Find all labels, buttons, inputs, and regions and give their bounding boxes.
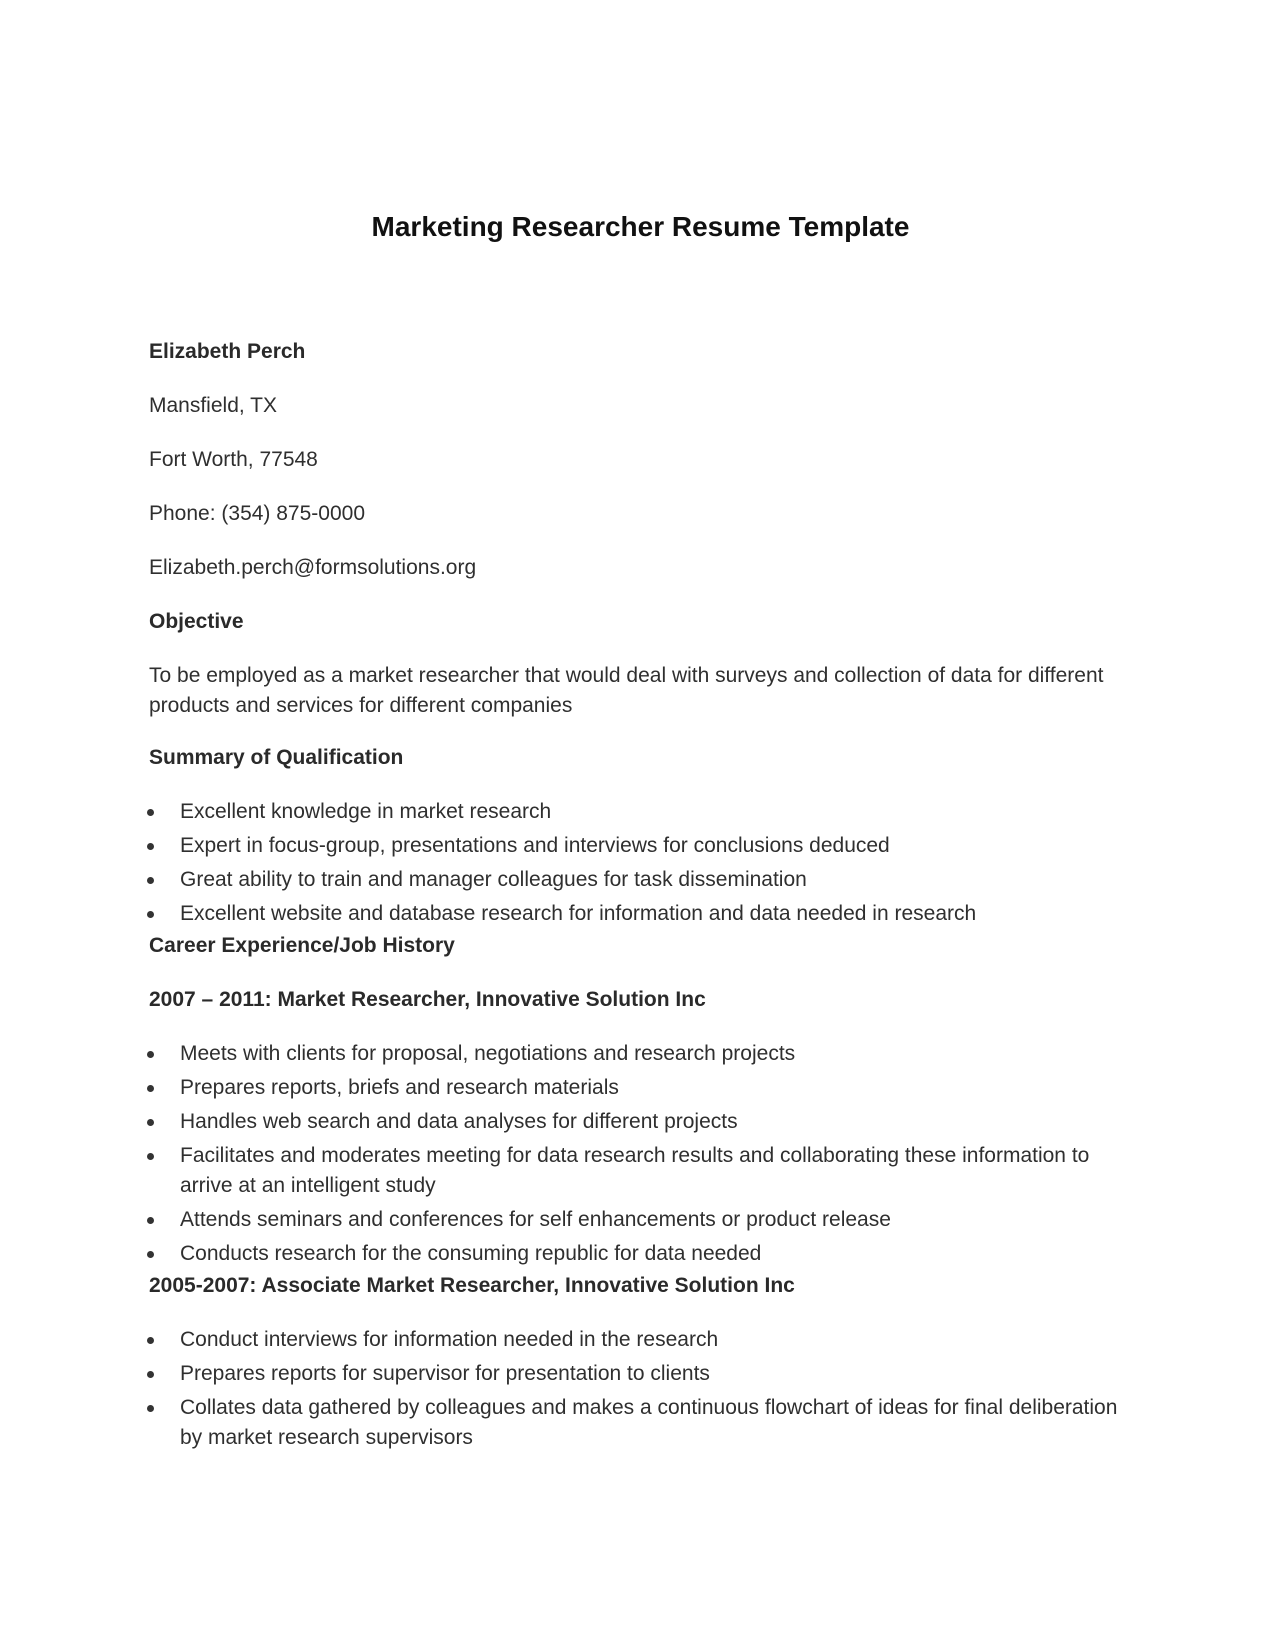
- objective-text: To be employed as a market researcher that would deal with surveys and collection of data for different products and services for different companies: [149, 664, 1104, 717]
- list-item-text: Excellent website and database research for information and data needed in research: [180, 902, 977, 925]
- bullet-icon: [147, 1405, 154, 1412]
- job-title: 2005-2007: Associate Market Researcher, Innovative Solution Inc: [149, 1274, 795, 1297]
- list-item-text: Prepares reports for supervisor for presentation to clients: [180, 1362, 710, 1385]
- list-item-text: Conduct interviews for information needed in the research: [180, 1328, 719, 1351]
- list-item: [149, 797, 1129, 827]
- bullet-icon: [147, 1085, 154, 1092]
- bullet-icon: [147, 1371, 154, 1378]
- email-address: Elizabeth.perch@formsolutions.org: [149, 556, 477, 579]
- list-item-text: Collates data gathered by colleagues and makes a continuous flowchart of ideas for final deliberation by market research supervisors: [180, 1396, 1118, 1449]
- bullet-icon: [147, 1251, 154, 1258]
- bullet-icon: [147, 1119, 154, 1126]
- qualifications-list: [149, 797, 1129, 929]
- document-title: Marketing Researcher Resume Template: [371, 211, 910, 242]
- objective-heading: Objective: [149, 610, 244, 633]
- bullet-icon: [147, 1051, 154, 1058]
- job-duties-list: [149, 1325, 1129, 1453]
- bullet-icon: [147, 843, 154, 850]
- list-item: [149, 1141, 1129, 1201]
- list-item-text: Conducts research for the consuming republic for data needed: [180, 1242, 762, 1265]
- list-item: [149, 831, 1129, 861]
- list-item-text: Handles web search and data analyses for different projects: [180, 1110, 738, 1133]
- bullet-icon: [147, 1337, 154, 1344]
- list-item-text: Expert in focus-group, presentations and interviews for conclusions deduced: [180, 834, 890, 857]
- list-item-text: Great ability to train and manager colleagues for task dissemination: [180, 868, 807, 891]
- job-duties-list: [149, 1039, 1129, 1269]
- bullet-icon: [147, 911, 154, 918]
- list-item: [149, 1039, 1129, 1069]
- list-item: [149, 865, 1129, 895]
- list-item-text: Facilitates and moderates meeting for data research results and collaborating these information to arrive at an intelligent study: [180, 1144, 1090, 1197]
- list-item: [149, 1107, 1129, 1137]
- address-city-state: Mansfield, TX: [149, 394, 277, 417]
- list-item: [149, 1359, 1129, 1389]
- phone-number: Phone: (354) 875-0000: [149, 502, 365, 525]
- list-item: [149, 1393, 1129, 1453]
- experience-heading: Career Experience/Job History: [149, 934, 455, 957]
- list-item-text: Prepares reports, briefs and research materials: [180, 1076, 619, 1099]
- list-item: [149, 1325, 1129, 1355]
- bullet-icon: [147, 1153, 154, 1160]
- address-city-zip: Fort Worth, 77548: [149, 448, 318, 471]
- bullet-icon: [147, 1217, 154, 1224]
- job-title: 2007 – 2011: Market Researcher, Innovative Solution Inc: [149, 988, 706, 1011]
- list-item: [149, 1239, 1129, 1269]
- list-item-text: Meets with clients for proposal, negotiations and research projects: [180, 1042, 796, 1065]
- qualifications-heading: Summary of Qualification: [149, 746, 404, 769]
- bullet-icon: [147, 877, 154, 884]
- list-item: [149, 899, 1129, 929]
- list-item: [149, 1073, 1129, 1103]
- list-item-text: Attends seminars and conferences for self enhancements or product release: [180, 1208, 891, 1231]
- list-item: [149, 1205, 1129, 1235]
- resume-content: [149, 337, 1129, 1457]
- applicant-name: Elizabeth Perch: [149, 340, 306, 363]
- bullet-icon: [147, 809, 154, 816]
- list-item-text: Excellent knowledge in market research: [180, 800, 552, 823]
